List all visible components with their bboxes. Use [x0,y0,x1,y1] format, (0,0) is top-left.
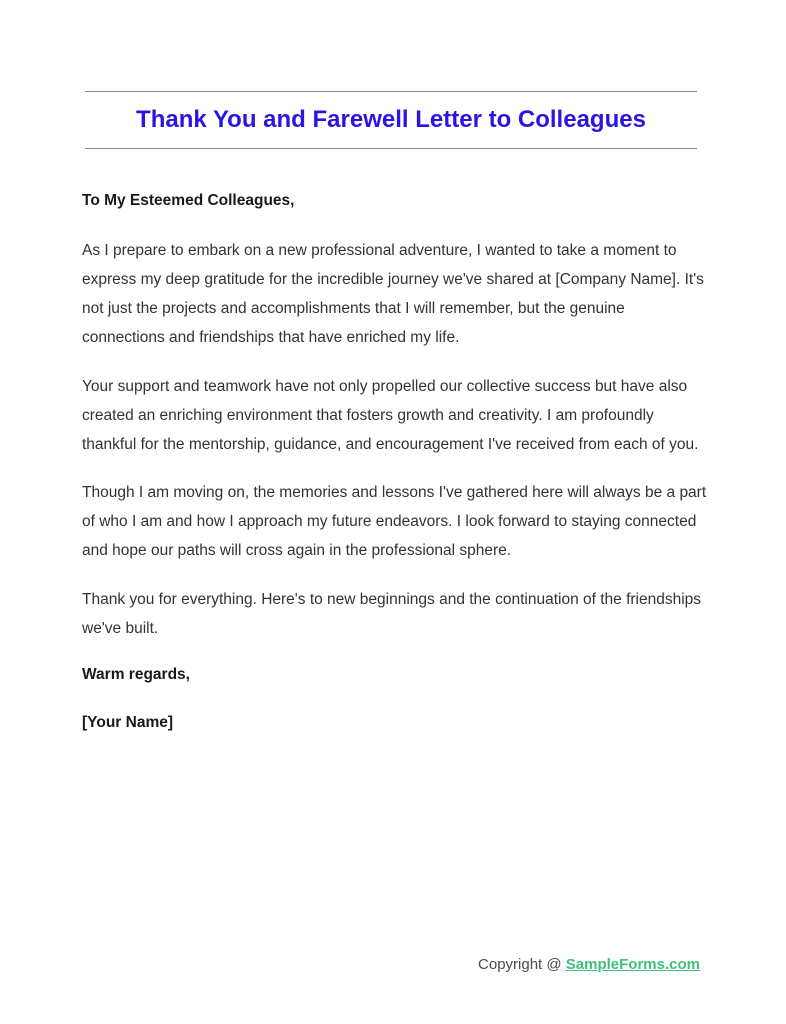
paragraph-2: Your support and teamwork have not only propelled our collective success but have also created an enriching environment that fosters growth and creativity. I am profoundly thankful for the mentorship, guidance, and encouragement I've received from each of you. [82,377,699,453]
letter-body [82,188,707,756]
copyright-text: Copyright @ [478,956,566,973]
closing: Warm regards, [82,666,190,683]
signature: [Your Name] [82,714,174,731]
brand-link[interactable]: SampleForms.com [565,956,700,973]
document-title: Thank You and Farewell Letter to Colleagues [136,106,646,133]
salutation: To My Esteemed Colleagues, [82,192,295,209]
title-top-rule [85,91,697,92]
copyright-footer [478,954,700,976]
paragraph-1: As I prepare to embark on a new professional adventure, I wanted to take a moment to express my deep gratitude for the incredible journey we've shared at [Company Name]. It's not just the projects and accomplishments that I will remember, but the genuine connections and friendships that have enriched my life. [82,242,704,346]
paragraph-4: Thank you for everything. Here's to new beginnings and the continuation of the friendships we've built. [82,590,702,637]
paragraph-3: Though I am moving on, the memories and lessons I've gathered here will always be a part of who I am and how I approach my future endeavors. I look forward to staying connected and hope our paths will cross again in the professional sphere. [82,484,707,559]
title-bottom-rule [85,148,697,149]
